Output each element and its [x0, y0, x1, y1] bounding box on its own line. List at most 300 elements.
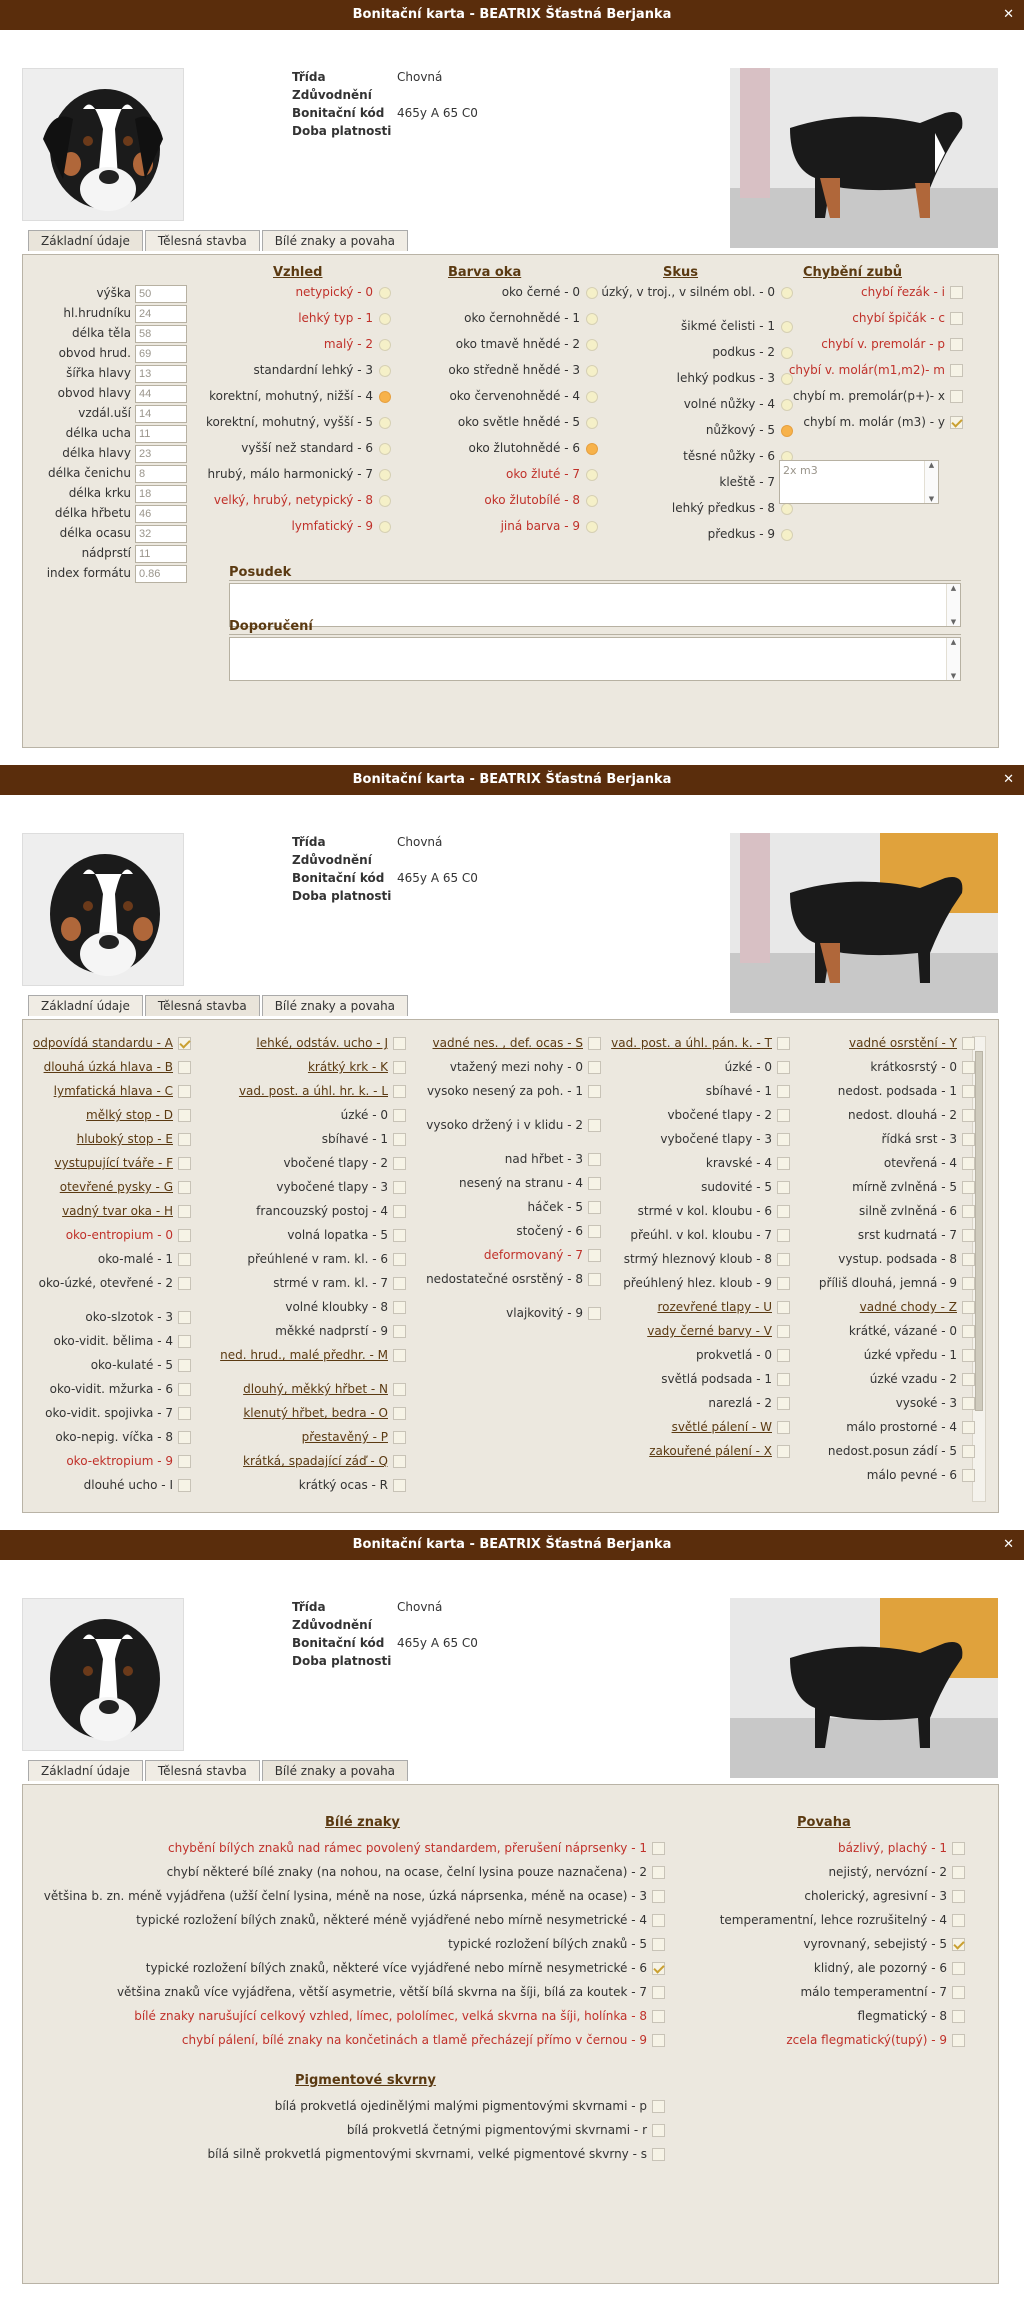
barva-oka-option[interactable] — [413, 337, 598, 351]
checkbox[interactable] — [777, 1037, 790, 1050]
telesna-option[interactable] — [803, 1084, 975, 1098]
close-icon[interactable]: ✕ — [1003, 7, 1014, 22]
povaha-option[interactable] — [683, 1961, 965, 1975]
checkbox[interactable] — [962, 1277, 975, 1290]
checkbox[interactable] — [588, 1307, 601, 1320]
checkbox[interactable] — [652, 1938, 665, 1951]
telesna-option[interactable] — [608, 1300, 790, 1314]
vzhled-option[interactable] — [173, 519, 391, 533]
telesna-option[interactable] — [208, 1300, 406, 1314]
checkbox[interactable] — [777, 1181, 790, 1194]
checkbox[interactable] — [178, 1383, 191, 1396]
telesna-option[interactable] — [608, 1276, 790, 1290]
checkbox[interactable] — [777, 1349, 790, 1362]
bile-znaky-option[interactable] — [23, 1889, 665, 1903]
zuby-option[interactable] — [763, 389, 963, 403]
telesna-label: otevřená - 4 — [883, 1156, 957, 1170]
checkbox[interactable] — [950, 390, 963, 403]
checkbox[interactable] — [393, 1061, 406, 1074]
checkbox[interactable] — [178, 1253, 191, 1266]
telesna-option[interactable] — [23, 1204, 191, 1218]
telesna-option[interactable] — [608, 1324, 790, 1338]
telesna-option[interactable] — [421, 1248, 601, 1262]
checkbox[interactable] — [652, 2148, 665, 2161]
checkbox[interactable] — [178, 1085, 191, 1098]
checkbox[interactable] — [393, 1277, 406, 1290]
povaha-option[interactable] — [683, 1913, 965, 1927]
checkbox[interactable] — [777, 1085, 790, 1098]
povaha-option[interactable] — [683, 1937, 965, 1951]
telesna-option[interactable] — [208, 1132, 406, 1146]
checkbox[interactable] — [588, 1061, 601, 1074]
telesna-option[interactable] — [608, 1132, 790, 1146]
checkbox[interactable] — [777, 1157, 790, 1170]
checkbox[interactable] — [588, 1153, 601, 1166]
skus-heading: Skus — [663, 265, 699, 280]
checkbox[interactable] — [777, 1421, 790, 1434]
telesna-option[interactable] — [208, 1228, 406, 1242]
measure-input[interactable] — [135, 545, 187, 563]
telesna-option[interactable] — [608, 1084, 790, 1098]
checkbox[interactable] — [962, 1205, 975, 1218]
telesna-option[interactable] — [608, 1396, 790, 1410]
radio-button[interactable] — [781, 503, 793, 515]
telesna-option[interactable] — [23, 1060, 191, 1074]
close-icon[interactable]: ✕ — [1003, 1537, 1014, 1552]
zuby-option[interactable] — [763, 415, 963, 429]
vzhled-option[interactable] — [173, 311, 391, 325]
checkbox[interactable] — [777, 1205, 790, 1218]
telesna-option[interactable] — [421, 1118, 601, 1132]
checkbox[interactable] — [393, 1455, 406, 1468]
checkbox[interactable] — [962, 1349, 975, 1362]
checkbox[interactable] — [178, 1407, 191, 1420]
checkbox[interactable] — [962, 1469, 975, 1482]
pigment-option[interactable] — [23, 2123, 665, 2137]
checkbox[interactable] — [777, 1445, 790, 1458]
telesna-option[interactable] — [803, 1300, 975, 1314]
telesna-label: dlouhá úzká hlava - B — [43, 1060, 173, 1074]
barva-oka-option[interactable] — [413, 311, 598, 325]
barva-oka-option[interactable] — [413, 441, 598, 455]
telesna-option[interactable] — [208, 1060, 406, 1074]
vzhled-option[interactable] — [173, 337, 391, 351]
telesna-option[interactable] — [23, 1382, 191, 1396]
telesna-option[interactable] — [803, 1252, 975, 1266]
telesna-option[interactable] — [208, 1108, 406, 1122]
telesna-option[interactable] — [23, 1276, 191, 1290]
barva-oka-option[interactable] — [413, 363, 598, 377]
bile-znaky-label: typické rozložení bílých znaků - 5 — [448, 1937, 647, 1951]
telesna-option[interactable] — [421, 1176, 601, 1190]
telesna-option[interactable] — [23, 1180, 191, 1194]
checkbox[interactable] — [962, 1181, 975, 1194]
tab-bile-znaky[interactable]: Bílé znaky a povaha — [262, 995, 408, 1016]
povaha-option[interactable] — [683, 1841, 965, 1855]
checkbox[interactable] — [652, 1962, 665, 1975]
telesna-option[interactable] — [23, 1310, 191, 1324]
telesna-option[interactable] — [23, 1430, 191, 1444]
telesna-option[interactable] — [208, 1454, 406, 1468]
doporuceni-textarea[interactable] — [229, 637, 961, 681]
telesna-option[interactable] — [208, 1156, 406, 1170]
zuby-option[interactable] — [763, 363, 963, 377]
checkbox[interactable] — [178, 1205, 191, 1218]
checkbox[interactable] — [950, 286, 963, 299]
telesna-option[interactable] — [803, 1156, 975, 1170]
telesna-label: úzké - 0 — [724, 1060, 772, 1074]
checkbox[interactable] — [652, 2124, 665, 2137]
measure-input[interactable] — [135, 565, 187, 583]
telesna-option[interactable] — [421, 1084, 601, 1098]
checkbox[interactable] — [962, 1157, 975, 1170]
telesna-option[interactable] — [608, 1180, 790, 1194]
telesna-option[interactable] — [208, 1382, 406, 1396]
telesna-option[interactable] — [608, 1156, 790, 1170]
checkbox[interactable] — [777, 1253, 790, 1266]
telesna-option[interactable] — [608, 1372, 790, 1386]
telesna-option[interactable] — [803, 1180, 975, 1194]
bile-znaky-option[interactable] — [23, 1841, 665, 1855]
barva-oka-option[interactable] — [413, 389, 598, 403]
bile-znaky-option[interactable] — [23, 2009, 665, 2023]
skus-option[interactable] — [593, 449, 793, 463]
checkbox[interactable] — [962, 1373, 975, 1386]
checkbox[interactable] — [588, 1201, 601, 1214]
telesna-option[interactable] — [608, 1444, 790, 1458]
checkbox[interactable] — [950, 338, 963, 351]
telesna-option[interactable] — [803, 1324, 975, 1338]
telesna-option[interactable] — [803, 1348, 975, 1362]
checkbox[interactable] — [393, 1383, 406, 1396]
telesna-option[interactable] — [803, 1444, 975, 1458]
telesna-label: nedost.posun zádí - 5 — [827, 1444, 957, 1458]
close-icon[interactable]: ✕ — [1003, 772, 1014, 787]
checkbox[interactable] — [588, 1273, 601, 1286]
radio-button[interactable] — [379, 521, 391, 533]
checkbox[interactable] — [962, 1445, 975, 1458]
telesna-option[interactable] — [421, 1272, 601, 1286]
checkbox[interactable] — [393, 1037, 406, 1050]
checkbox[interactable] — [777, 1061, 790, 1074]
telesna-option[interactable] — [608, 1036, 790, 1050]
radio-button[interactable] — [379, 365, 391, 377]
barva-oka-option[interactable] — [413, 467, 598, 481]
tab-zakladni-udaje[interactable]: Základní údaje — [28, 995, 143, 1016]
vzhled-option[interactable] — [173, 389, 391, 403]
checkbox[interactable] — [950, 364, 963, 377]
skus-label: podkus - 2 — [712, 345, 775, 359]
checkbox[interactable] — [178, 1359, 191, 1372]
telesna-option[interactable] — [803, 1468, 975, 1482]
telesna-option[interactable] — [421, 1200, 601, 1214]
telesna-option[interactable] — [208, 1430, 406, 1444]
tab-zakladni-udaje[interactable]: Základní údaje — [28, 1760, 143, 1781]
telesna-option[interactable] — [23, 1228, 191, 1242]
window-titlebar — [0, 765, 1024, 795]
tab-telesna-stavba[interactable]: Tělesná stavba — [145, 230, 260, 251]
radio-button[interactable] — [379, 417, 391, 429]
telesna-option[interactable] — [803, 1228, 975, 1242]
checkbox[interactable] — [652, 1842, 665, 1855]
telesna-option[interactable] — [23, 1156, 191, 1170]
povaha-option[interactable] — [683, 1985, 965, 1999]
povaha-label: málo temperamentní - 7 — [800, 1985, 947, 1999]
checkbox[interactable] — [393, 1301, 406, 1314]
checkbox[interactable] — [393, 1205, 406, 1218]
vzhled-option[interactable] — [173, 415, 391, 429]
radio-button[interactable] — [379, 313, 391, 325]
zuby-note-textarea[interactable] — [779, 460, 939, 504]
checkbox[interactable] — [952, 1866, 965, 1879]
telesna-label: volné kloubky - 8 — [285, 1300, 388, 1314]
tab-zakladni-udaje[interactable]: Základní údaje — [28, 230, 143, 251]
povaha-option[interactable] — [683, 1865, 965, 1879]
telesna-option[interactable] — [421, 1306, 601, 1320]
telesna-option[interactable] — [803, 1108, 975, 1122]
checkbox[interactable] — [962, 1085, 975, 1098]
radio-button[interactable] — [379, 443, 391, 455]
textarea-scrollbar[interactable]: ▲ ▼ — [924, 461, 938, 503]
checkbox[interactable] — [962, 1325, 975, 1338]
bile-znaky-option[interactable] — [23, 1937, 665, 1951]
checkbox[interactable] — [962, 1253, 975, 1266]
radio-button[interactable] — [781, 529, 793, 541]
checkbox[interactable] — [393, 1253, 406, 1266]
checkbox[interactable] — [178, 1133, 191, 1146]
checkbox[interactable] — [588, 1177, 601, 1190]
checkbox[interactable] — [393, 1157, 406, 1170]
checkbox[interactable] — [962, 1397, 975, 1410]
checkbox[interactable] — [178, 1455, 191, 1468]
telesna-option[interactable] — [608, 1420, 790, 1434]
skus-option[interactable] — [593, 475, 793, 489]
checkbox[interactable] — [962, 1061, 975, 1074]
telesna-option[interactable] — [803, 1204, 975, 1218]
telesna-label: vady černé barvy - V — [647, 1324, 772, 1338]
checkbox[interactable] — [588, 1085, 601, 1098]
checkbox[interactable] — [777, 1277, 790, 1290]
tab-bile-znaky[interactable]: Bílé znaky a povaha — [262, 230, 408, 251]
dog-full-photo — [730, 1598, 998, 1778]
radio-button[interactable] — [379, 339, 391, 351]
telesna-option[interactable] — [608, 1060, 790, 1074]
checkbox[interactable] — [393, 1085, 406, 1098]
checkbox[interactable] — [952, 1962, 965, 1975]
checkbox[interactable] — [777, 1397, 790, 1410]
checkbox[interactable] — [777, 1109, 790, 1122]
tab-bile-znaky[interactable]: Bílé znaky a povaha — [262, 1760, 408, 1781]
radio-button[interactable] — [379, 469, 391, 481]
vzhled-option[interactable] — [173, 467, 391, 481]
telesna-option[interactable] — [23, 1036, 191, 1050]
telesna-option[interactable] — [23, 1478, 191, 1492]
telesna-option[interactable] — [23, 1108, 191, 1122]
telesna-option[interactable] — [803, 1132, 975, 1146]
chybeni-zubu-heading: Chybění zubů — [803, 265, 903, 280]
checkbox[interactable] — [178, 1037, 191, 1050]
skus-option[interactable] — [593, 527, 793, 541]
checkbox[interactable] — [178, 1181, 191, 1194]
vzhled-option[interactable] — [173, 441, 391, 455]
checkbox[interactable] — [962, 1301, 975, 1314]
checkbox[interactable] — [588, 1249, 601, 1262]
pigment-option[interactable] — [23, 2099, 665, 2113]
checkbox[interactable] — [178, 1157, 191, 1170]
telesna-option[interactable] — [803, 1372, 975, 1386]
telesna-option[interactable] — [803, 1396, 975, 1410]
checkbox[interactable] — [178, 1335, 191, 1348]
checkbox[interactable] — [777, 1133, 790, 1146]
telesna-option[interactable] — [608, 1228, 790, 1242]
checkbox[interactable] — [588, 1225, 601, 1238]
checkbox[interactable] — [652, 1866, 665, 1879]
checkbox[interactable] — [962, 1133, 975, 1146]
telesna-option[interactable] — [608, 1348, 790, 1362]
telesna-option[interactable] — [608, 1204, 790, 1218]
bile-znaky-option[interactable] — [23, 2033, 665, 2047]
radio-button[interactable] — [379, 391, 391, 403]
telesna-option[interactable] — [608, 1252, 790, 1266]
checkbox[interactable] — [652, 2010, 665, 2023]
barva-oka-option[interactable] — [413, 519, 598, 533]
telesna-option[interactable] — [208, 1180, 406, 1194]
checkbox[interactable] — [962, 1229, 975, 1242]
zuby-option[interactable] — [763, 285, 963, 299]
checkbox[interactable] — [952, 1938, 965, 1951]
checkbox[interactable] — [393, 1479, 406, 1492]
skus-option[interactable] — [593, 501, 793, 515]
telesna-option[interactable] — [208, 1324, 406, 1338]
telesna-option[interactable] — [803, 1276, 975, 1290]
header — [0, 795, 1024, 975]
checkbox[interactable] — [962, 1109, 975, 1122]
checkbox[interactable] — [777, 1301, 790, 1314]
checkbox[interactable] — [393, 1133, 406, 1146]
telesna-option[interactable] — [23, 1084, 191, 1098]
checkbox[interactable] — [178, 1229, 191, 1242]
checkbox[interactable] — [777, 1373, 790, 1386]
tab-telesna-stavba[interactable]: Tělesná stavba — [145, 1760, 260, 1781]
checkbox[interactable] — [393, 1109, 406, 1122]
telesna-option[interactable] — [208, 1204, 406, 1218]
tab-telesna-stavba[interactable]: Tělesná stavba — [145, 995, 260, 1016]
radio-button[interactable] — [379, 287, 391, 299]
telesna-option[interactable] — [23, 1454, 191, 1468]
bile-znaky-label: většina b. zn. méně vyjádřena (užší čelní lysina, méně na nose, úzká náprsenka, méně na ocase) - 3 — [43, 1889, 647, 1903]
vzhled-option[interactable] — [173, 285, 391, 299]
telesna-option[interactable] — [208, 1036, 406, 1050]
checkbox[interactable] — [393, 1229, 406, 1242]
checkbox[interactable] — [950, 312, 963, 325]
zuby-option[interactable] — [763, 337, 963, 351]
checkbox[interactable] — [178, 1311, 191, 1324]
checkbox[interactable] — [652, 1890, 665, 1903]
checkbox[interactable] — [952, 1914, 965, 1927]
textarea-scrollbar[interactable]: ▲ ▼ — [946, 584, 960, 626]
checkbox[interactable] — [178, 1479, 191, 1492]
telesna-option[interactable] — [421, 1152, 601, 1166]
textarea-scrollbar[interactable]: ▲ ▼ — [946, 638, 960, 680]
telesna-option[interactable] — [803, 1036, 975, 1050]
skus-label: lehký předkus - 8 — [671, 501, 775, 515]
telesna-option[interactable] — [421, 1060, 601, 1074]
checkbox[interactable] — [952, 1986, 965, 1999]
checkbox[interactable] — [962, 1421, 975, 1434]
telesna-option[interactable] — [421, 1036, 601, 1050]
telesna-option[interactable] — [208, 1276, 406, 1290]
telesna-option[interactable] — [208, 1252, 406, 1266]
checkbox[interactable] — [588, 1037, 601, 1050]
barva-oka-option[interactable] — [413, 415, 598, 429]
telesna-option[interactable] — [803, 1420, 975, 1434]
checkbox[interactable] — [393, 1325, 406, 1338]
checkbox[interactable] — [178, 1109, 191, 1122]
checkbox[interactable] — [178, 1061, 191, 1074]
checkbox[interactable] — [777, 1325, 790, 1338]
bile-znaky-option[interactable] — [23, 1985, 665, 1999]
povaha-option[interactable] — [683, 2033, 965, 2047]
telesna-option[interactable] — [208, 1348, 406, 1362]
telesna-option[interactable] — [23, 1252, 191, 1266]
zuby-option[interactable] — [763, 311, 963, 325]
checkbox[interactable] — [950, 416, 963, 429]
checkbox[interactable] — [393, 1431, 406, 1444]
povaha-option[interactable] — [683, 1889, 965, 1903]
barva-oka-option[interactable] — [413, 493, 598, 507]
telesna-option[interactable] — [23, 1358, 191, 1372]
telesna-option[interactable] — [421, 1224, 601, 1238]
checkbox[interactable] — [393, 1181, 406, 1194]
checkbox[interactable] — [178, 1277, 191, 1290]
vzhled-option[interactable] — [173, 493, 391, 507]
telesna-label: odpovídá standardu - A — [32, 1036, 173, 1050]
vzhled-option[interactable] — [173, 363, 391, 377]
telesna-label: vlajkovitý - 9 — [506, 1306, 583, 1320]
bile-znaky-option[interactable] — [23, 1913, 665, 1927]
checkbox[interactable] — [652, 2100, 665, 2113]
checkbox[interactable] — [652, 2034, 665, 2047]
bile-znaky-option[interactable] — [23, 1865, 665, 1879]
doba-platnosti-label: Doba platnosti — [292, 1654, 392, 1668]
pigment-option[interactable] — [23, 2147, 665, 2161]
telesna-option[interactable] — [208, 1478, 406, 1492]
checkbox[interactable] — [952, 1890, 965, 1903]
telesna-option[interactable] — [23, 1132, 191, 1146]
checkbox[interactable] — [588, 1119, 601, 1132]
checkbox[interactable] — [393, 1349, 406, 1362]
telesna-option[interactable] — [608, 1108, 790, 1122]
checkbox[interactable] — [962, 1037, 975, 1050]
barva-oka-option[interactable] — [413, 285, 598, 299]
checkbox[interactable] — [393, 1407, 406, 1420]
telesna-option[interactable] — [23, 1406, 191, 1420]
telesna-option[interactable] — [803, 1060, 975, 1074]
checkbox[interactable] — [178, 1431, 191, 1444]
telesna-option[interactable] — [208, 1084, 406, 1098]
povaha-option[interactable] — [683, 2009, 965, 2023]
checkbox[interactable] — [952, 2034, 965, 2047]
checkbox[interactable] — [952, 1842, 965, 1855]
checkbox[interactable] — [652, 1914, 665, 1927]
telesna-option[interactable] — [208, 1406, 406, 1420]
radio-button[interactable] — [379, 495, 391, 507]
checkbox[interactable] — [952, 2010, 965, 2023]
telesna-option[interactable] — [23, 1334, 191, 1348]
checkbox[interactable] — [777, 1229, 790, 1242]
checkbox[interactable] — [652, 1986, 665, 1999]
bile-znaky-option[interactable] — [23, 1961, 665, 1975]
